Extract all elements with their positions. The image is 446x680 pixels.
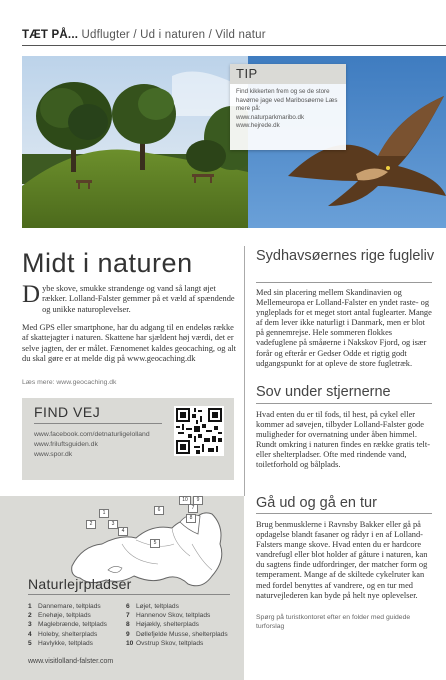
map-marker[interactable]: 9 xyxy=(193,496,203,505)
map-marker[interactable]: 3 xyxy=(108,520,118,529)
map-marker[interactable]: 10 xyxy=(179,496,191,505)
birds-divider xyxy=(256,282,432,283)
map-marker[interactable]: 4 xyxy=(118,527,128,536)
campsite-item: 5 Havlykke, teltplads xyxy=(28,639,93,647)
walk-note: Spørg på turistkontoret efter en folder med guidede turforslag xyxy=(256,614,411,630)
lead-text: ybe skove, smukke strandenge og vand så langt øjet rækker. Lolland-Falster gemmer på et væld af spændende og unikke naturoplevelser. xyxy=(42,284,235,314)
campsite-item: 8 Højækly, shelterplads xyxy=(126,621,199,629)
find-vej-divider xyxy=(34,423,162,424)
tip-heading: TIP xyxy=(230,64,346,84)
birds-heading: Sydhavsøernes rige fugleliv xyxy=(256,248,435,264)
walk-heading: Gå ud og gå en tur xyxy=(256,495,377,511)
walk-divider xyxy=(256,513,432,514)
campsite-list-right xyxy=(126,602,228,648)
header-divider xyxy=(22,45,446,46)
breadcrumb xyxy=(22,29,266,41)
find-vej-link[interactable]: www.spor.dk xyxy=(34,451,73,458)
tip-link[interactable]: www.naturparkmaribo.dk xyxy=(236,113,305,121)
breadcrumb-section: TÆT PÅ... xyxy=(22,29,79,41)
map-marker[interactable]: 7 xyxy=(188,504,198,513)
campsite-item: 9 Døllefjelde Musse, shelterplads xyxy=(126,630,228,638)
find-vej-title: FIND VEJ xyxy=(34,404,101,420)
campsite-item: 7 Hannenov Skov, teltplads xyxy=(126,612,211,620)
forest-hill-photo xyxy=(22,56,248,228)
tip-body xyxy=(230,84,346,131)
page-header xyxy=(0,0,446,44)
stars-divider xyxy=(256,403,432,404)
campsite-item: 1 Dannemare, teltplads xyxy=(28,603,101,610)
tip-text: Find kikkerten frem og se de store havørne jage ved Maribosøerne Læs mere på: xyxy=(236,88,338,113)
campsite-list-left xyxy=(28,602,107,648)
stars-heading: Sov under stjernerne xyxy=(256,384,391,400)
campsite-item: 4 Holeby, shelterplads xyxy=(28,630,98,638)
find-vej-box xyxy=(22,398,234,480)
find-vej-link[interactable]: www.friluftsguiden.dk xyxy=(34,441,98,448)
map-marker[interactable]: 2 xyxy=(86,520,96,529)
lead-paragraph xyxy=(22,281,236,315)
campsite-item: 2 Enehøje, teltplads xyxy=(28,612,91,620)
geocaching-paragraph: Med GPS eller smartphone, har du adgang til en endeløs række af skattejagter i naturen. Skattene har sjældent høj værdi, det er selve jagten, der er målet. Fænomenet kaldes geocaching, og alt du skal gøre er at melde dig på www.geocaching.dk xyxy=(22,323,236,363)
campsite-title: Naturlejrpladser xyxy=(28,576,132,592)
campsite-item: 10 Ovstrup Skov, teltplads xyxy=(126,639,204,647)
campsite-item: 3 Maglebrænde, teltplads xyxy=(28,621,107,629)
map-marker[interactable]: 8 xyxy=(186,514,196,523)
tip-box xyxy=(230,64,346,150)
breadcrumb-path: Udflugter / Ud i naturen / Vild natur xyxy=(78,29,266,41)
birds-paragraph: Med sin placering mellem Skandinavien og Mellemeuropa er Lolland-Falster en yndet raste- og yngleplads for et meget stort antal fuglearter. Mange af dem lever ikke naturligt i Danmark, men er blot på gennemrejse. Hele sommeren flokkes vadefuglene på småøerne i Nakskov Fjord, og især forår og efterår er Gedser Odde et rigtig godt udgangspunkt for at opleve de store fugletræk. xyxy=(256,288,432,368)
map-marker[interactable]: 6 xyxy=(154,506,164,515)
tip-link[interactable]: www.hejrede.dk xyxy=(236,122,280,130)
website-link[interactable]: www.visitlolland-falster.com xyxy=(28,658,114,665)
map-marker[interactable]: 5 xyxy=(150,539,160,548)
map-marker[interactable]: 1 xyxy=(99,509,109,518)
find-vej-link[interactable]: www.facebook.com/detnaturligelolland xyxy=(34,431,150,438)
campsite-divider xyxy=(28,594,230,595)
drop-cap: D xyxy=(22,281,41,308)
column-divider xyxy=(244,246,245,496)
read-more-link[interactable]: Læs mere: www.geocaching.dk xyxy=(22,379,117,386)
find-vej-links xyxy=(34,430,150,460)
page-title: Midt i naturen xyxy=(22,248,193,278)
stars-paragraph: Hvad enten du er til fods, til hest, på cykel eller kommer ad søvejen, tilbyder Lolland-Falster gode muligheder for overnatning under åben himmel. Rundt omkring i naturen findes en række gratis telt- eller shelterpladser. Ofte med rindende vand, toiletforhold og bålplads. xyxy=(256,410,430,470)
campsite-item: 6 Løjet, teltplads xyxy=(126,603,179,610)
qr-code-icon[interactable] xyxy=(174,406,224,456)
walk-paragraph: Brug benmusklerne i Ravnsby Bakker eller gå på opdagelse blandt fasaner og rådyr i en af Lolland-Falsters mange skove. Hvad enten du er hardcore vandrefugl eller blot holder af gåture i naturen, kan du sagtens finde udfordringer, der matcher form og temperament. Mange af de skiltede cykelruter kan med fordel benyttes af vandrere, og en tur med naturvejlederen kan byde på helt nye oplevelser. xyxy=(256,520,428,600)
